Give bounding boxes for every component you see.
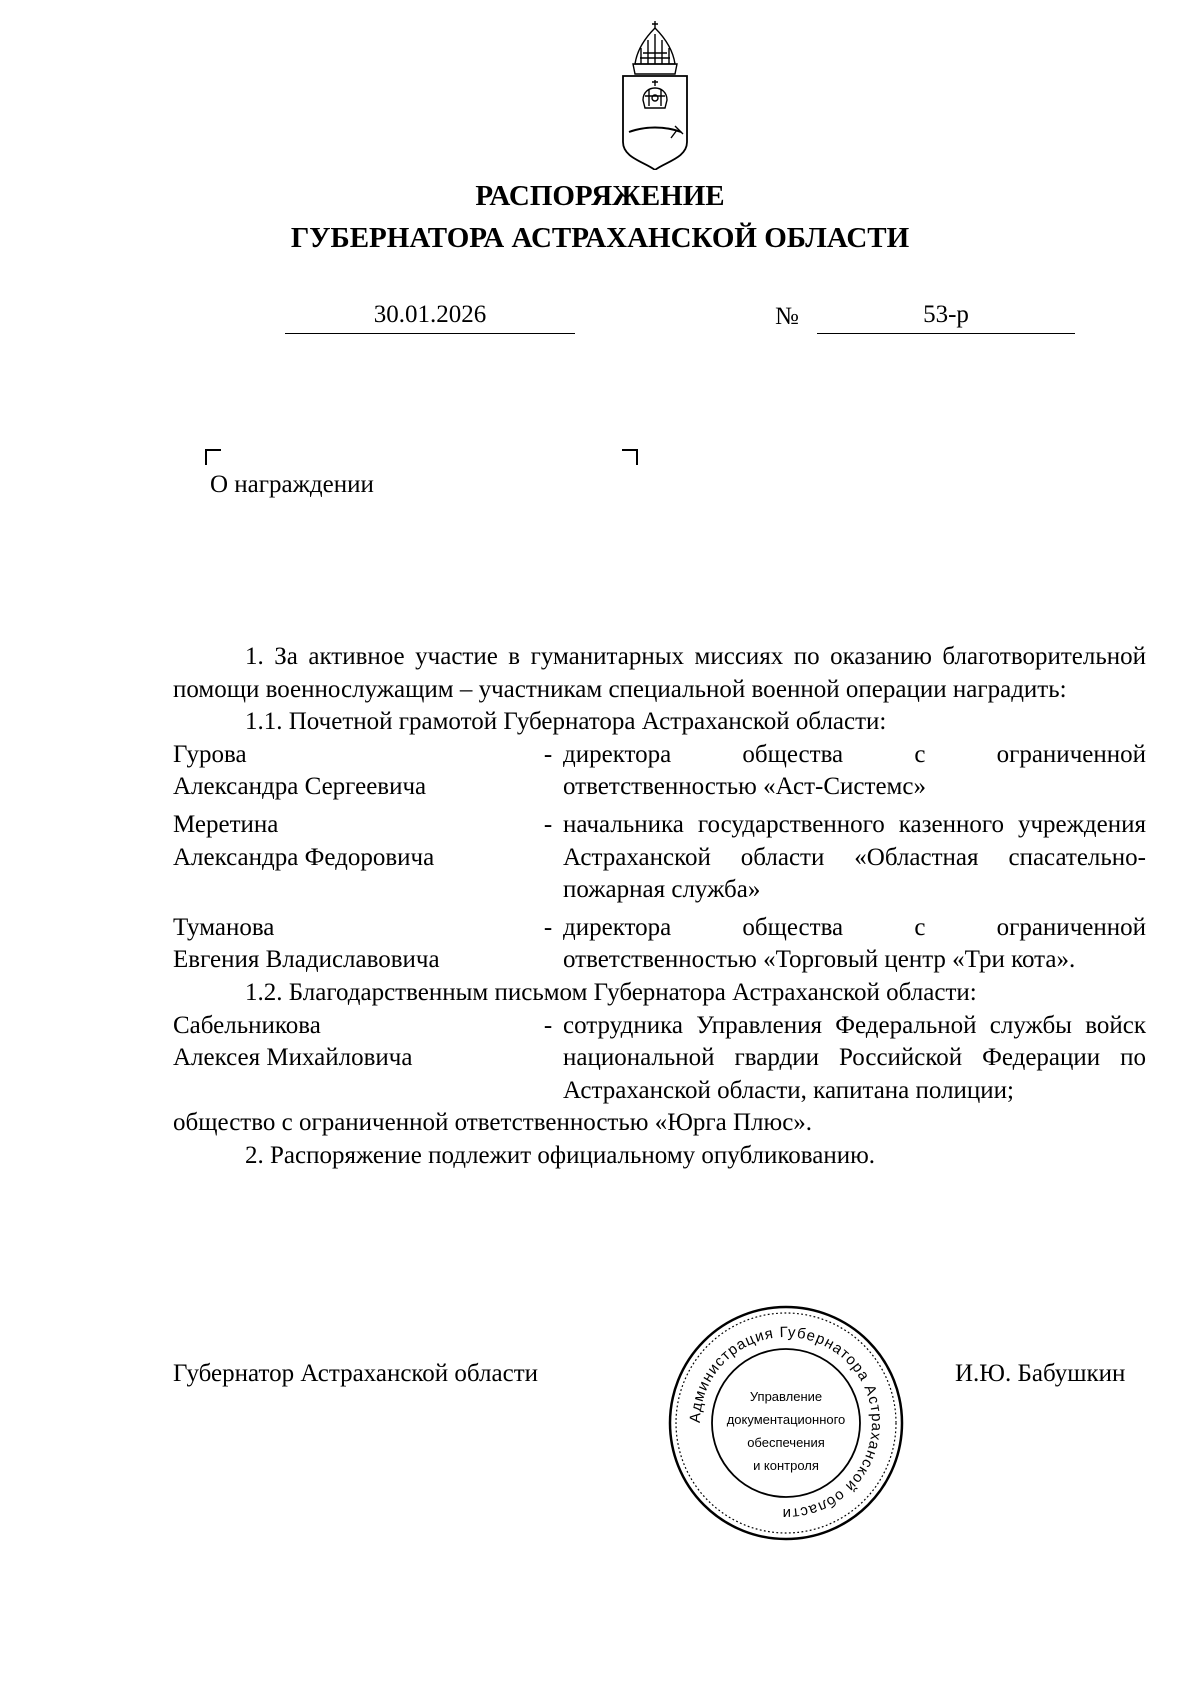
awardee-position: сотрудника Управления Федеральной службы войск национальной гвардии Российской Федерации по Астраханской области, капитана полиции; — [563, 1011, 1146, 1104]
subject-corner-left — [205, 449, 221, 465]
official-seal-stamp — [666, 1303, 906, 1543]
document-type-title: РАСПОРЯЖЕНИЕ — [475, 180, 725, 212]
awardee-row — [173, 1010, 1146, 1108]
awardee-row — [173, 912, 1146, 977]
paragraph-1: 1. За активное участие в гуманитарных миссиях по оказанию благотворительной помощи военнослужащим – участникам специальной военной операции наградить: — [173, 643, 1146, 703]
awardee-name: Гурова Александра Сергеевича — [173, 740, 427, 801]
number-label: № — [775, 303, 799, 330]
awardee-name: Меретина Александра Федоровича — [173, 810, 435, 871]
awardee-position: директора общества с ограниченной ответственностью «Торговый центр «Три кота». — [563, 913, 1146, 974]
seal-center-line: Управление — [749, 1389, 823, 1404]
signatory-name: И.Ю. Бабушкин — [955, 1360, 1126, 1387]
seal-center-line: обеспечения — [747, 1435, 825, 1450]
seal-center-line: и контроля — [753, 1458, 819, 1473]
awardee-position: начальника государственного казенного учреждения Астраханской области «Областная спасательно-пожарная служба» — [563, 810, 1146, 904]
organization-line: общество с ограниченной ответственностью «Юрга Плюс». — [173, 1109, 813, 1137]
dash-separator: - — [543, 740, 553, 768]
seal-ring-text: Администрация Губернатора Астраханской области — [686, 1323, 886, 1523]
awardee-name: Туманова Евгения Владиславовича — [173, 913, 440, 974]
awardee-position: директора общества с ограниченной ответственностью «Аст-Системс» — [563, 740, 1146, 801]
dash-separator: - — [543, 913, 553, 941]
subject-corner-right — [622, 449, 638, 465]
number-field: 53-р — [817, 300, 1075, 334]
issuer-title: ГУБЕРНАТОРА АСТРАХАНСКОЙ ОБЛАСТИ — [290, 222, 910, 254]
coat-of-arms-emblem — [615, 18, 695, 170]
dash-separator: - — [543, 1011, 553, 1039]
dash-separator: - — [543, 810, 553, 838]
awardee-row — [173, 809, 1146, 907]
seal-center-line: документационного — [726, 1412, 846, 1427]
signatory-position: Губернатор Астраханской области — [173, 1360, 539, 1387]
subitem-1-2-heading: 1.2. Благодарственным письмом Губернатора Астраханской области: — [245, 978, 977, 1006]
date-field: 30.01.2026 — [285, 300, 575, 334]
awardee-row — [173, 739, 1146, 804]
awardee-name: Сабельникова Алексея Михайловича — [173, 1011, 413, 1072]
document-body — [173, 641, 1146, 1173]
paragraph-2: 2. Распоряжение подлежит официальному опубликованию. — [245, 1141, 876, 1169]
subject-heading: О награждении — [210, 471, 374, 498]
subitem-1-1-heading: 1.1. Почетной грамотой Губернатора Астраханской области: — [245, 708, 887, 736]
